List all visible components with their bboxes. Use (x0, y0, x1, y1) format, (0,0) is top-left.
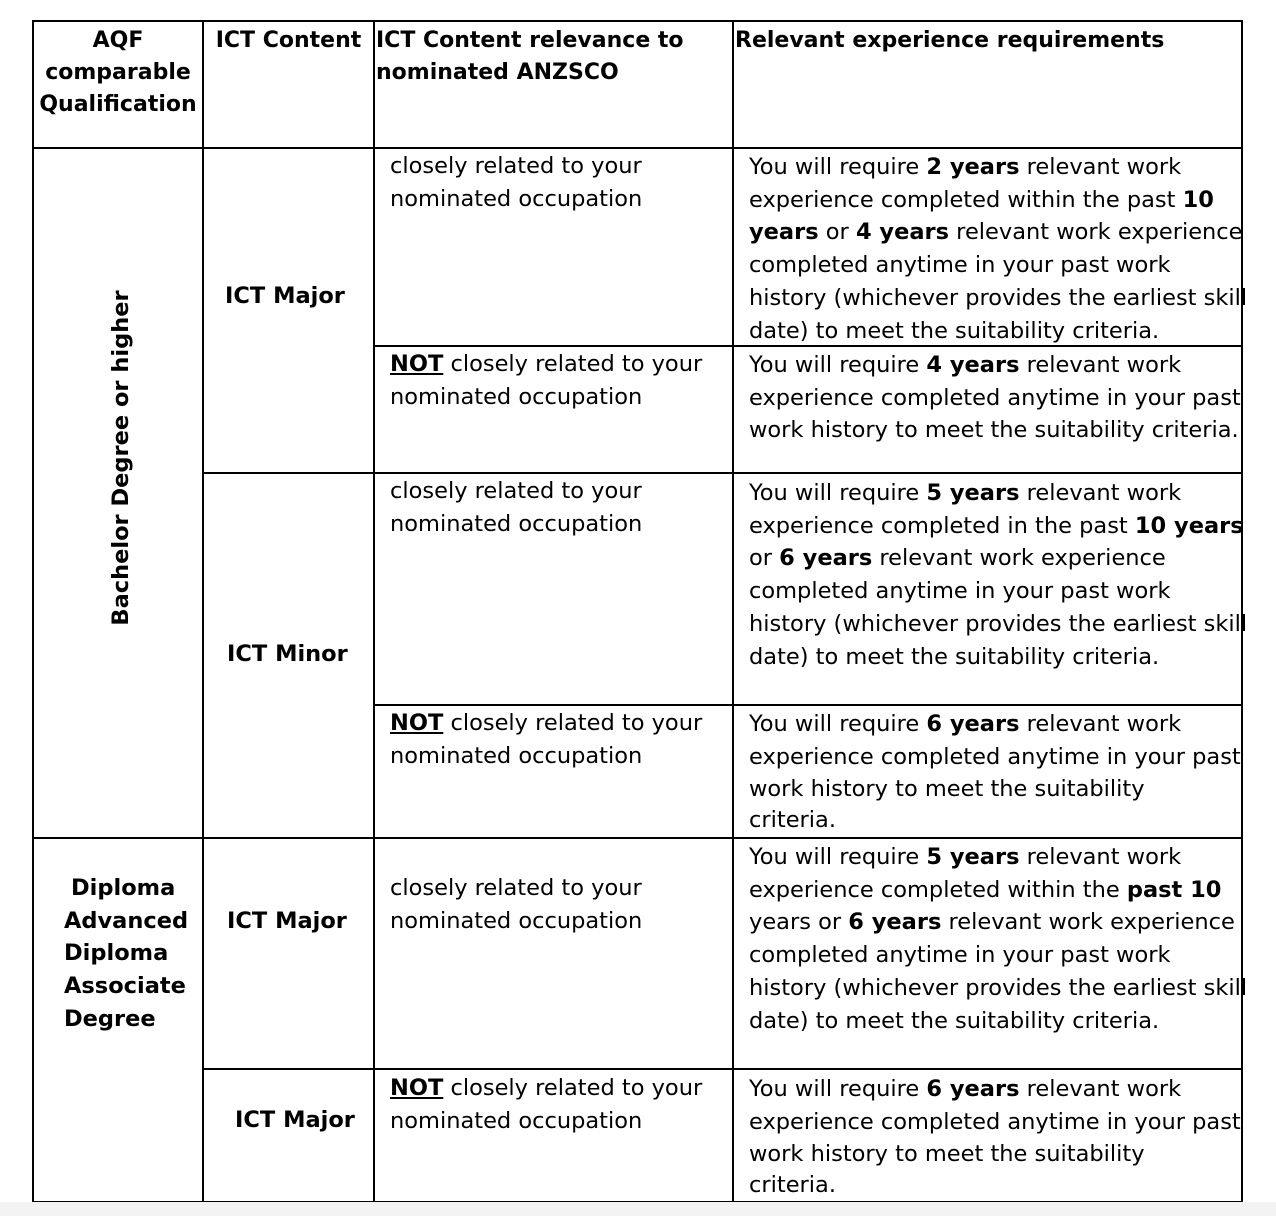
experience-line: experience completed anytime in your past (749, 1108, 1241, 1135)
experience-line: completed anytime in your past work (749, 942, 1171, 969)
text-run: relevant work (1019, 480, 1182, 506)
experience-cell (749, 477, 1247, 673)
experience-line (749, 151, 1247, 184)
experience-line: history (whichever provides the earliest skill (749, 610, 1248, 637)
text-run: relevant work experience (941, 909, 1235, 936)
experience-line: history (whichever provides the earliest skill (749, 974, 1248, 1001)
bold-run: 4 years (855, 219, 950, 246)
column-divider (202, 20, 204, 1203)
relevance-cell (390, 872, 642, 937)
experience-line (749, 542, 1247, 575)
not-emphasis: NOT (390, 351, 444, 377)
text-run: or (749, 545, 780, 572)
relevance-text: closely related to your (443, 351, 703, 377)
experience-line: work history to meet the suitability (749, 776, 1145, 803)
group-label-diploma (64, 872, 188, 1036)
text-run: You will require (749, 154, 927, 180)
relevance-cell (390, 1072, 702, 1137)
experience-cell (749, 708, 1241, 834)
experience-line: history (whichever provides the earliest skill (749, 284, 1248, 311)
text-run: relevant work experience (949, 219, 1243, 246)
ict-label: ICT Minor (227, 641, 348, 667)
text-run: relevant work (1019, 154, 1182, 180)
bold-run: 10 years (1134, 512, 1244, 539)
text-run: relevant work (1019, 352, 1182, 378)
table-border-left (32, 20, 34, 1203)
header-line: comparable (45, 60, 191, 85)
text-run: relevant work (1019, 711, 1182, 737)
group-divider (32, 837, 1243, 839)
text-run: or (818, 219, 856, 246)
row-divider (202, 1068, 1243, 1070)
experience-line (749, 184, 1247, 217)
experience-line (749, 1073, 1241, 1106)
group-line: Degree (64, 1005, 156, 1032)
text-run: relevant work (1019, 1076, 1182, 1102)
group-line: Diploma (71, 875, 176, 901)
experience-line: completed anytime in your past work (749, 578, 1171, 605)
table-border-top (32, 20, 1243, 22)
header-ict-content: ICT Content (215, 28, 362, 53)
experience-line (749, 874, 1247, 907)
text-run: experience completed within the (749, 876, 1127, 903)
experience-line (749, 708, 1241, 741)
relevance-cell (390, 475, 642, 540)
bold-run: 2 years (926, 154, 1020, 180)
header-line: nominated ANZSCO (376, 60, 619, 85)
text-run: relevant work (1019, 844, 1182, 870)
relevance-line: nominated occupation (390, 742, 643, 769)
experience-line: date) to meet the suitability criteria. (749, 317, 1160, 344)
experience-line (749, 841, 1247, 874)
not-emphasis: NOT (390, 1075, 444, 1101)
experience-line: date) to meet the suitability criteria. (749, 1007, 1160, 1034)
relevance-cell (390, 348, 702, 413)
relevance-line (390, 707, 702, 740)
relevance-line: nominated occupation (390, 185, 643, 212)
group-line: Advanced (64, 907, 189, 934)
bold-run: 5 years (926, 480, 1020, 506)
column-divider (373, 20, 375, 1203)
text-run: You will require (749, 844, 927, 870)
bold-run: 10 (1182, 186, 1214, 213)
relevance-line (390, 348, 702, 381)
relevance-text: closely related to your (443, 1075, 703, 1101)
relevance-cell (390, 707, 702, 772)
not-emphasis: NOT (390, 710, 444, 736)
group-line: Associate (64, 973, 186, 1000)
experience-line (749, 906, 1247, 939)
group-line: Diploma (64, 940, 169, 967)
experience-line: experience completed anytime in your past (749, 384, 1241, 411)
bold-run: 6 years (926, 711, 1020, 737)
ict-label: ICT Major (225, 283, 345, 309)
bold-run: 6 years (926, 1076, 1020, 1102)
row-divider (373, 704, 1243, 706)
header-qualification (34, 25, 202, 121)
header-divider (32, 147, 1243, 149)
relevance-line: nominated occupation (390, 907, 643, 934)
text-run: You will require (749, 352, 927, 378)
experience-line: criteria. (749, 807, 836, 834)
header-experience: Relevant experience requirements (735, 28, 1165, 53)
relevance-cell (390, 150, 642, 215)
ict-label: ICT Major (235, 1107, 355, 1133)
relevance-line: closely related to your (390, 478, 642, 504)
row-divider (202, 472, 1243, 474)
experience-line: work history to meet the suitability criteria. (749, 417, 1239, 444)
bold-run: 6 years (779, 545, 873, 572)
bold-run: years (749, 219, 819, 246)
experience-cell (749, 841, 1247, 1037)
text-run: You will require (749, 711, 927, 737)
experience-cell (749, 151, 1247, 347)
experience-line: work history to meet the suitability (749, 1141, 1145, 1168)
text-run: experience completed within the past (749, 186, 1183, 213)
experience-line (749, 349, 1241, 382)
experience-line (749, 216, 1247, 249)
header-relevance (376, 25, 684, 89)
text-run: relevant work experience (872, 545, 1166, 572)
experience-line: date) to meet the suitability criteria. (749, 643, 1160, 670)
experience-line (749, 510, 1247, 543)
text-run: You will require (749, 1076, 927, 1102)
relevance-line: closely related to your (390, 875, 642, 901)
experience-cell (749, 1073, 1241, 1199)
relevance-line: nominated occupation (390, 1107, 643, 1134)
page-bottom-shadow (0, 1202, 1276, 1216)
experience-line (749, 477, 1247, 510)
relevance-text: closely related to your (443, 710, 703, 736)
experience-line: experience completed anytime in your past (749, 743, 1241, 770)
relevance-line: closely related to your (390, 153, 642, 179)
experience-line: completed anytime in your past work (749, 252, 1171, 279)
relevance-line (390, 1072, 702, 1105)
column-divider (732, 20, 734, 1203)
relevance-line: nominated occupation (390, 510, 643, 537)
experience-line: criteria. (749, 1172, 836, 1199)
group-label-bachelor: Bachelor Degree or higher (108, 290, 134, 626)
text-run: years or (749, 909, 849, 936)
bold-run: 6 years (848, 909, 942, 936)
header-line: ICT Content relevance to (376, 28, 684, 53)
bold-run: 4 years (926, 352, 1020, 378)
header-line: AQF (92, 28, 144, 53)
header-line: Qualification (39, 92, 197, 117)
relevance-line: nominated occupation (390, 383, 643, 410)
text-run: experience completed in the past (749, 512, 1135, 539)
bold-run: past 10 (1126, 876, 1222, 903)
ict-label: ICT Major (227, 908, 347, 934)
experience-cell (749, 349, 1241, 447)
bold-run: 5 years (926, 844, 1020, 870)
text-run: You will require (749, 480, 927, 506)
